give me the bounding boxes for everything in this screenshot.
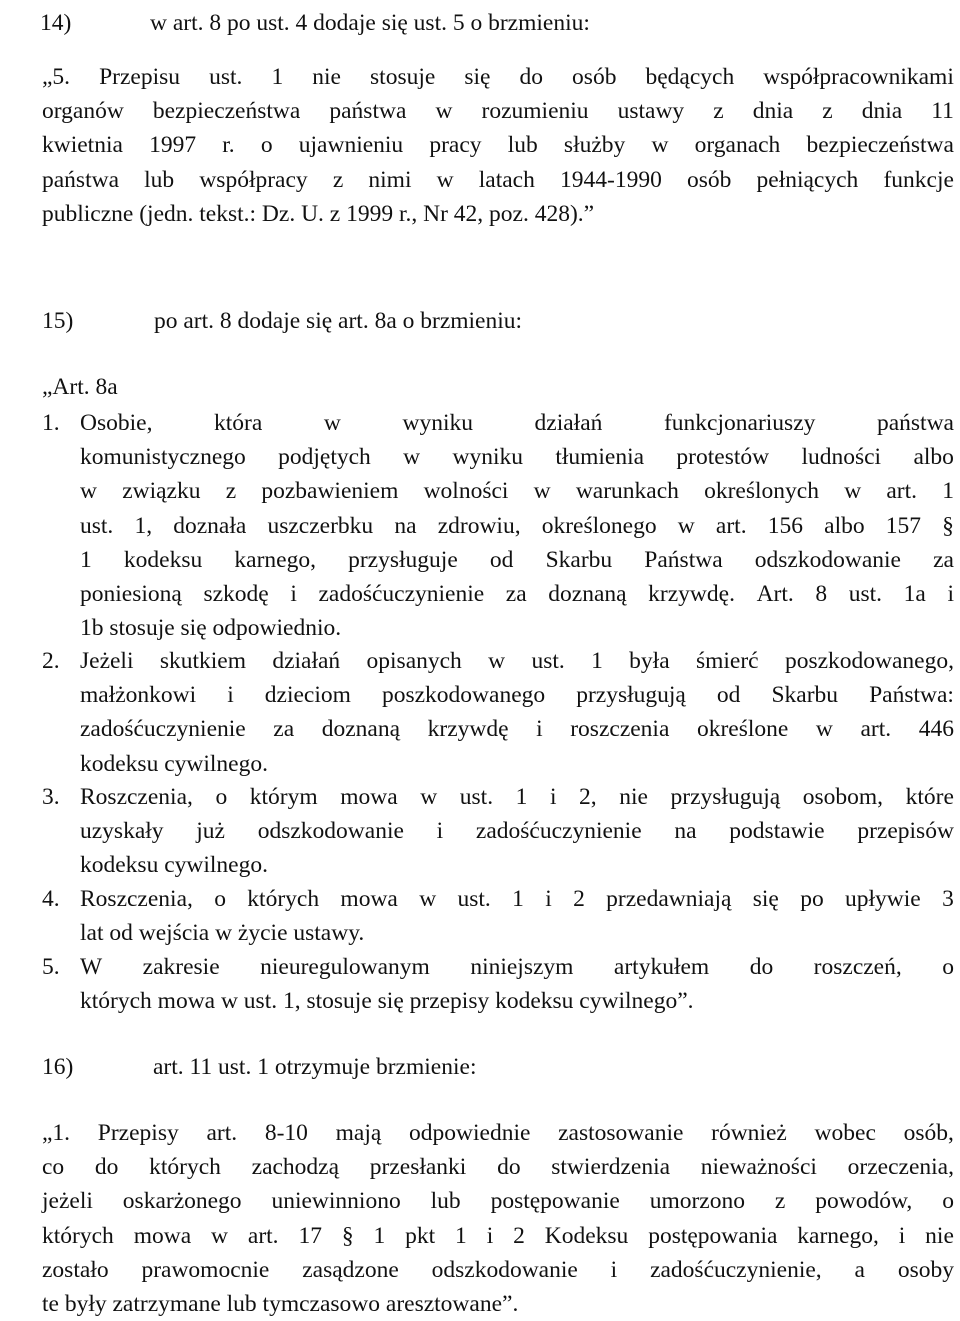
word: artykułem <box>613 954 710 980</box>
word: pełniących <box>756 166 859 193</box>
word: 2, <box>579 784 597 810</box>
word: za <box>505 581 527 608</box>
word: o <box>215 784 228 810</box>
word: § <box>942 512 954 539</box>
word: odpowiednie <box>409 1120 531 1146</box>
point-line: lat od wejścia w życie ustawy. <box>80 920 365 947</box>
word: w <box>323 410 341 436</box>
word: W <box>80 954 103 980</box>
word: i <box>549 784 557 810</box>
word: 2 <box>573 886 585 912</box>
word: zdrowiu, <box>437 512 521 539</box>
item-14-heading <box>40 6 590 40</box>
word: w <box>420 784 438 810</box>
word: i <box>898 1222 906 1249</box>
word: bezpieczeństwa <box>152 98 301 125</box>
word: się <box>752 886 779 912</box>
word: roszczeń, <box>813 954 902 980</box>
word: w <box>488 648 506 674</box>
word: do <box>94 1154 119 1181</box>
word: Skarbu <box>545 546 613 573</box>
word: po <box>800 886 824 912</box>
word: wolności <box>423 478 509 505</box>
item-15-number: 15) <box>42 308 74 334</box>
word: pozbawieniem <box>261 478 399 505</box>
word: 1944-1990 <box>560 166 662 193</box>
word: nie <box>619 784 648 810</box>
word: ludności <box>801 444 882 471</box>
item-15-heading <box>42 304 522 338</box>
word: z <box>332 166 344 193</box>
word: nieważności <box>700 1154 817 1181</box>
item-14-quote-line <box>42 128 954 162</box>
word: 1 <box>373 1222 386 1249</box>
word: określonych <box>704 478 819 505</box>
item-16-quote-line <box>42 1150 954 1184</box>
word: szkodę <box>203 581 269 608</box>
word: postępowania <box>648 1222 778 1249</box>
point-line <box>80 950 954 984</box>
word: jeżeli <box>42 1188 93 1215</box>
word: 8 <box>815 581 828 608</box>
word: podjętych <box>278 444 371 471</box>
point-line: 1b stosuje się odpowiednio. <box>80 615 342 642</box>
word: i <box>947 581 954 608</box>
word: Skarbu <box>771 682 839 709</box>
word: dzieciom <box>264 682 351 709</box>
word: uniewinniono <box>271 1188 401 1215</box>
word: nieuregulowanym <box>260 954 430 980</box>
word: mowa <box>133 1222 192 1249</box>
word: wobec <box>814 1120 876 1146</box>
word: 1 <box>512 886 524 912</box>
word: z <box>225 478 237 505</box>
word: poszkodowanego <box>381 682 546 709</box>
word: upływie <box>845 886 921 912</box>
word: podstawie <box>729 818 825 845</box>
word: 1, <box>134 512 153 539</box>
point-line: kodeksu cywilnego. <box>80 750 268 777</box>
point-line <box>80 474 954 508</box>
word: zastosowanie <box>558 1120 684 1146</box>
word: związku <box>122 478 201 505</box>
word: karnego, <box>797 1222 879 1249</box>
word: oskarżonego <box>122 1188 242 1215</box>
word: pracy <box>429 132 482 159</box>
word: orzeczenia, <box>847 1154 954 1181</box>
word: Roszczenia, <box>80 784 193 810</box>
word: działań <box>272 648 341 674</box>
item-16-quote <box>42 1116 954 1321</box>
item-14-quote-line: publiczne (jedn. tekst.: Dz. U. z 1999 r., Nr 42, poz. 428).” <box>42 200 595 227</box>
point-line: których mowa w ust. 1, stosuje się przepisy kodeksu cywilnego”. <box>80 988 694 1015</box>
word: osób <box>572 64 617 90</box>
word: państwa <box>329 98 407 125</box>
word: które <box>905 784 954 810</box>
word: osoby <box>897 1256 954 1283</box>
word: 1 <box>80 546 92 573</box>
word: w <box>419 886 437 912</box>
word: Państwa: <box>869 682 954 709</box>
point-line <box>80 644 954 678</box>
word: stwierdzenia <box>551 1154 671 1181</box>
point-line <box>80 543 954 577</box>
item-16-text: art. 11 ust. 1 otrzymuje brzmienie: <box>153 1054 477 1080</box>
word: opisanych <box>366 648 462 674</box>
item-14-quote <box>42 60 954 231</box>
word: skutkiem <box>159 648 246 674</box>
word: 1 <box>942 478 954 505</box>
word: odszkodowanie <box>754 546 901 573</box>
word: o <box>260 132 273 159</box>
word: doznaną <box>321 716 401 743</box>
word: od <box>489 546 514 573</box>
word: zasądzone <box>302 1256 399 1283</box>
word: zadośćuczynienie <box>318 581 485 608</box>
word: współpracownikami <box>763 64 954 90</box>
point-line <box>80 814 954 848</box>
word: kodeksu <box>123 546 203 573</box>
word: umorzono <box>649 1188 745 1215</box>
word: już <box>196 818 225 845</box>
word: organów <box>42 98 124 125</box>
word: dnia <box>861 98 903 125</box>
word: się <box>464 64 491 90</box>
word: ust. <box>457 886 491 912</box>
word: Kodeksu <box>544 1222 629 1249</box>
word: odszkodowanie <box>431 1256 578 1283</box>
word: i <box>610 1256 618 1283</box>
word: 1 <box>271 64 284 90</box>
word: za <box>273 716 295 743</box>
word: na <box>674 818 697 845</box>
point-line <box>80 577 954 611</box>
word: wyniku <box>452 444 523 471</box>
word: państwa <box>876 410 954 436</box>
word: przesłanki <box>369 1154 467 1181</box>
word: i <box>290 581 297 608</box>
word: do <box>749 954 774 980</box>
word: na <box>394 512 417 539</box>
word: lub <box>507 132 538 159</box>
point-line <box>80 509 954 543</box>
item-16-quote-line <box>42 1219 954 1253</box>
word: która <box>214 410 263 436</box>
word: odszkodowanie <box>257 818 404 845</box>
word: przysługują <box>670 784 781 810</box>
word: Państwa <box>644 546 723 573</box>
word: określonego <box>541 512 657 539</box>
word: zadośćuczynienie <box>80 716 246 743</box>
word: krzywdę. <box>648 581 735 608</box>
word: 3 <box>942 886 954 912</box>
item-14-number: 14) <box>40 10 72 36</box>
word: w <box>844 478 862 505</box>
word: w <box>403 444 421 471</box>
word: powodów, <box>815 1188 913 1215</box>
word: Osobie, <box>80 410 153 436</box>
word: 17 <box>298 1222 322 1249</box>
word: tłumienia <box>555 444 645 471</box>
word: poniesioną <box>80 581 182 608</box>
word: krzywdę <box>427 716 509 743</box>
word: art. <box>860 716 892 743</box>
word: określone <box>696 716 789 743</box>
item-16-number: 16) <box>42 1054 74 1080</box>
item-16-quote-line <box>42 1253 954 1287</box>
word: rozumieniu <box>481 98 589 125</box>
word: 1 <box>591 648 603 674</box>
word: roszczenia <box>570 716 670 743</box>
word: śmierć <box>695 648 759 674</box>
word: ust. <box>848 581 883 608</box>
word: poszkodowanego, <box>784 648 954 674</box>
word: współpracy <box>199 166 308 193</box>
word: art. <box>715 512 747 539</box>
word: 2 <box>513 1222 525 1249</box>
word: co <box>42 1154 65 1181</box>
word: w <box>436 166 454 193</box>
word: i <box>545 886 552 912</box>
word: Przepisy <box>97 1120 179 1146</box>
word: protestów <box>676 444 770 471</box>
word: 156 <box>767 512 803 539</box>
word: niniejszym <box>470 954 574 980</box>
word: r. <box>222 132 235 159</box>
word: 157 <box>885 512 922 539</box>
word: zachodzą <box>251 1154 340 1181</box>
word: § <box>341 1222 354 1249</box>
word: do <box>519 64 543 90</box>
word: była <box>629 648 670 674</box>
word: karnego, <box>234 546 316 573</box>
article-8a-point-2 <box>42 644 954 781</box>
word: Przepisu <box>99 64 181 90</box>
word: albo <box>824 512 865 539</box>
word: ust. <box>531 648 565 674</box>
word: kwietnia <box>42 132 123 159</box>
word: i <box>436 818 444 845</box>
word: warunkach <box>575 478 679 505</box>
word: art. <box>206 1120 238 1146</box>
word: 8-10 <box>264 1120 308 1146</box>
word: uszczerbku <box>267 512 374 539</box>
word: a <box>854 1256 865 1283</box>
word: albo <box>913 444 954 471</box>
word: w <box>435 98 453 125</box>
word: osób <box>686 166 732 193</box>
word: o <box>942 1188 954 1215</box>
item-14-text: w art. 8 po ust. 4 dodaje się ust. 5 o brzmieniu: <box>150 10 590 36</box>
word: służby <box>563 132 626 159</box>
word: 1 <box>515 784 528 810</box>
point-label: 3. <box>42 784 60 810</box>
article-8a-point-3 <box>42 780 954 883</box>
word: państwa <box>42 166 120 193</box>
word: „1. <box>42 1120 71 1146</box>
word: bezpieczeństwa <box>806 132 954 159</box>
word: art. <box>886 478 918 505</box>
word: i <box>536 716 543 743</box>
word: o <box>942 954 954 980</box>
word: funkcjonariuszy <box>663 410 816 436</box>
word: w <box>211 1222 228 1249</box>
word: stosuje <box>370 64 436 90</box>
word: w <box>533 478 551 505</box>
word: działań <box>534 410 603 436</box>
item-16-quote-line: te były zatrzymane lub tymczasowo aresztowane”. <box>42 1291 519 1318</box>
word: uzyskały <box>80 818 164 845</box>
word: postępowanie <box>490 1188 620 1215</box>
word: nimi <box>368 166 412 193</box>
word: wyniku <box>402 410 473 436</box>
word: mowa <box>340 784 398 810</box>
word: ustawy <box>617 98 685 125</box>
word: przysługuje <box>348 546 458 573</box>
word: funkcje <box>883 166 954 193</box>
word: osób, <box>903 1120 954 1146</box>
article-8a-title: „Art. 8a <box>42 374 118 400</box>
item-16-quote-line <box>42 1184 954 1218</box>
word: z <box>774 1188 786 1215</box>
item-14-quote-line <box>42 60 954 94</box>
point-line: kodeksu cywilnego. <box>80 852 268 879</box>
point-line <box>80 678 954 712</box>
word: przedawniają <box>606 886 732 912</box>
word: od <box>716 682 741 709</box>
word: z <box>822 98 833 125</box>
article-8a-point-1 <box>42 406 954 645</box>
word: i <box>227 682 234 709</box>
word: których <box>42 1222 114 1249</box>
word: w <box>651 132 669 159</box>
word: ust. <box>459 784 494 810</box>
point-line <box>80 712 954 746</box>
item-14-quote-line <box>42 163 954 197</box>
word: którym <box>249 784 318 810</box>
word: małżonkowi <box>80 682 197 709</box>
item-15-text: po art. 8 dodaje się art. 8a o brzmieniu: <box>154 308 523 334</box>
item-16-quote-line <box>42 1116 954 1150</box>
word: mowa <box>340 886 398 912</box>
word: zadośćuczynienie <box>475 818 642 845</box>
point-label: 2. <box>42 648 60 674</box>
word: i <box>486 1222 494 1249</box>
word: do <box>497 1154 521 1181</box>
word: 1a <box>903 581 926 608</box>
word: doznaną <box>548 581 627 608</box>
word: lub <box>144 166 175 193</box>
word: w <box>815 716 833 743</box>
word: przepisów <box>857 818 954 845</box>
word: komunistycznego <box>80 444 246 471</box>
word: Jeżeli <box>80 648 134 674</box>
word: ust. <box>209 64 243 90</box>
word: ujawnieniu <box>298 132 404 159</box>
word: których <box>149 1154 221 1181</box>
word: zakresie <box>142 954 220 980</box>
word: zostało <box>42 1256 109 1283</box>
word: 11 <box>931 98 954 125</box>
article-8a-point-4 <box>42 882 954 950</box>
word: dnia <box>752 98 794 125</box>
word: latach <box>478 166 535 193</box>
word: 1 <box>455 1222 467 1249</box>
word: w <box>677 512 695 539</box>
word: organach <box>694 132 781 159</box>
word: lub <box>430 1188 461 1215</box>
word: których <box>247 886 320 912</box>
word: przysługują <box>576 682 686 709</box>
word: doznała <box>173 512 247 539</box>
word: o <box>214 886 226 912</box>
word: za <box>933 546 954 573</box>
item-14-quote-line <box>42 94 954 128</box>
word: osobom, <box>802 784 884 810</box>
point-label: 5. <box>42 954 60 980</box>
item-16-heading <box>42 1050 476 1084</box>
word: z <box>713 98 724 125</box>
point-line <box>80 882 954 916</box>
point-line <box>80 406 954 440</box>
word: nie <box>312 64 341 90</box>
article-8a-point-5 <box>42 950 954 1018</box>
word: „5. <box>42 64 71 90</box>
word: ust. <box>80 512 114 539</box>
word: w <box>80 478 97 505</box>
word: mają <box>335 1120 382 1146</box>
word: będących <box>645 64 735 90</box>
point-label: 4. <box>42 886 60 912</box>
word: art. <box>247 1222 279 1249</box>
word: prawomocnie <box>141 1256 270 1283</box>
word: Roszczenia, <box>80 886 193 912</box>
word: 1997 <box>149 132 197 159</box>
word: również <box>711 1120 787 1146</box>
word: Art. <box>756 581 794 608</box>
point-label: 1. <box>42 410 60 436</box>
point-line <box>80 440 954 474</box>
point-line <box>80 780 954 814</box>
word: pkt <box>405 1222 436 1249</box>
word: 446 <box>918 716 954 743</box>
word: nie <box>925 1222 954 1249</box>
word: zadośćuczynienie, <box>650 1256 822 1283</box>
